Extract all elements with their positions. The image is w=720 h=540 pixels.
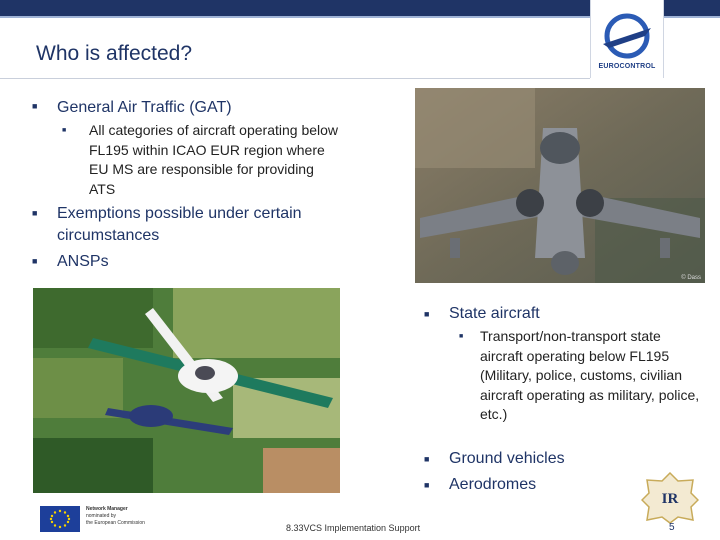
photo-fighter-jet: [415, 88, 705, 283]
light-aircraft-image: [33, 288, 340, 493]
bullet-square-icon: ■: [62, 127, 67, 134]
page-title: Who is affected?: [36, 42, 193, 65]
nm-line-1: Network Manager: [86, 506, 128, 512]
bullet-square-icon: ■: [32, 256, 38, 266]
ir-badge-text: IR: [661, 491, 679, 507]
list-item: All categories of aircraft operating below FL195 within ICAO EUR region where EU MS are responsible for providing ATS: [89, 122, 339, 197]
list-item: Transport/non-transport state aircraft operating below FL195 (Military, police, customs, civilian aircraft operating as military, police, etc.): [480, 328, 700, 422]
page-number: 5: [669, 522, 675, 533]
list-item: General Air Traffic (GAT): [57, 99, 232, 116]
bullet-square-icon: ■: [459, 333, 464, 340]
footer-title: 8.33VCS Implementation Support: [286, 523, 421, 533]
eurocontrol-emblem-icon: [599, 10, 655, 62]
logo-text: EUROCONTROL: [598, 63, 656, 70]
list-item: State aircraft: [449, 305, 540, 322]
list-item: Aerodromes: [449, 476, 537, 493]
list-item: Ground vehicles: [449, 450, 565, 467]
photo-credit: © Dass: [681, 275, 701, 281]
bullet-square-icon: ■: [32, 101, 38, 111]
eu-stars-icon: [40, 506, 80, 532]
bullet-square-icon: ■: [424, 480, 430, 490]
title-divider: [0, 78, 590, 79]
nm-line-3: the European Commission: [86, 520, 145, 526]
list-item: ANSPs: [57, 253, 109, 270]
eu-flag-icon: [40, 506, 80, 532]
list-item: Exemptions possible under certain circumstances: [57, 205, 302, 244]
nm-line-2: nominated by: [86, 513, 117, 519]
ir-badge: [641, 472, 699, 524]
eurocontrol-logo: [590, 0, 664, 78]
photo-light-aircraft: [33, 288, 340, 493]
bullet-square-icon: ■: [424, 454, 430, 464]
bullet-square-icon: ■: [32, 208, 38, 218]
bullet-square-icon: ■: [424, 309, 430, 319]
fighter-jet-image: [415, 88, 705, 283]
